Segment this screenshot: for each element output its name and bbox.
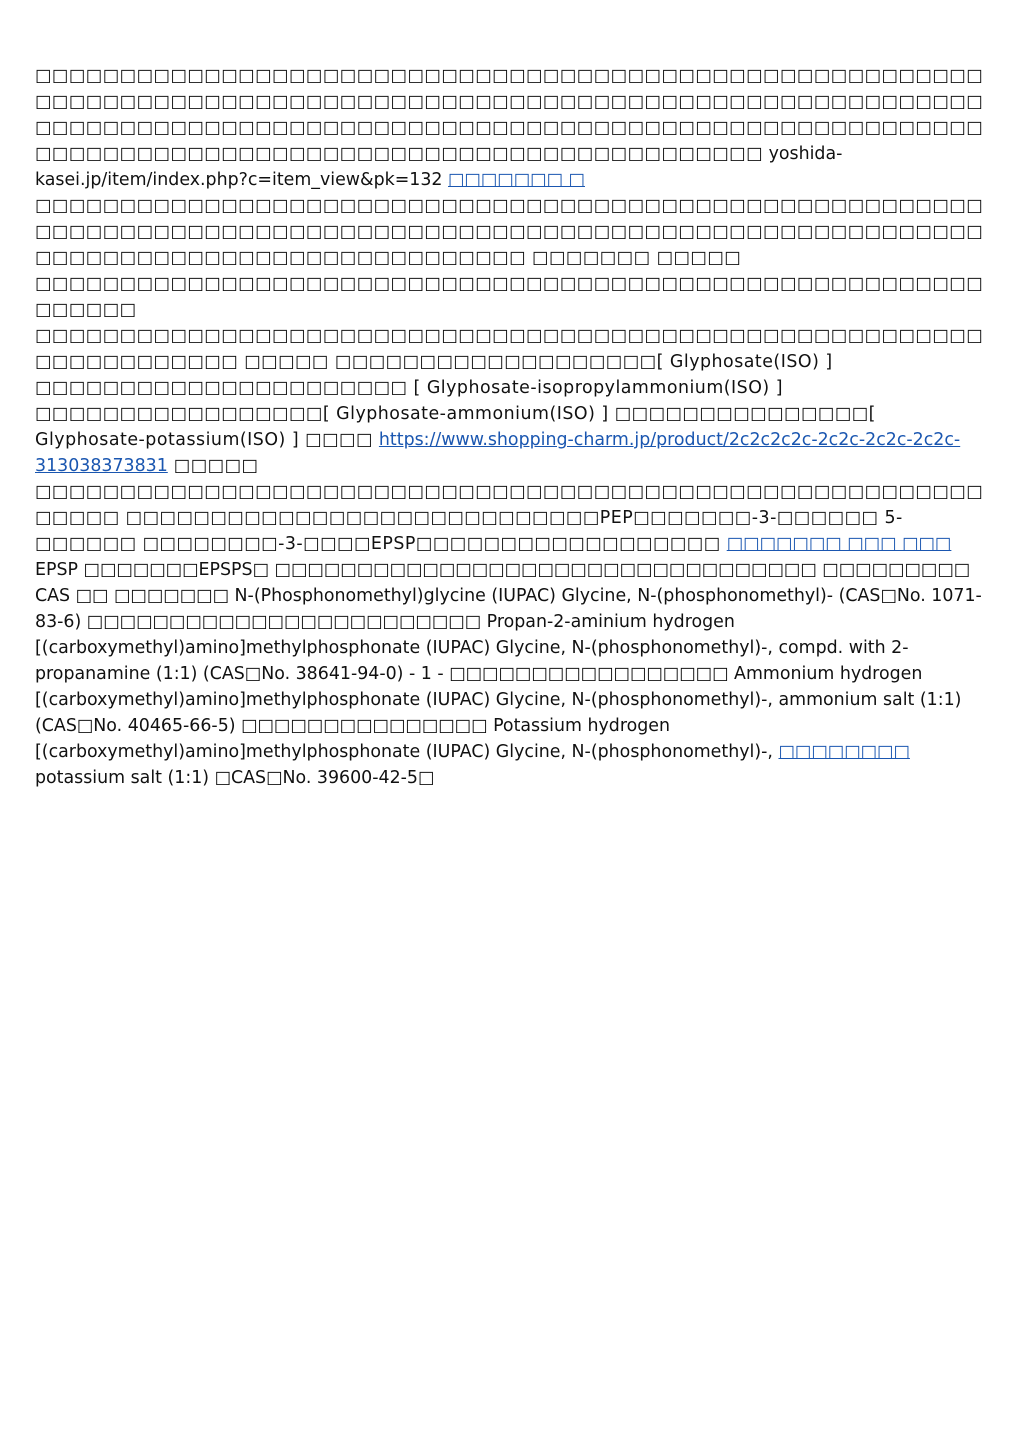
- text-segment: □□□□□□□□□□□□□□□□□□□□□□□□□□□□□□□□□□□□□□□□□□□□□□□□□□□□□□□□□□□□□□□□□□□□□□□□□□□□□□□□□□□□□□□□□□□□□□□□□□□□□□□□□□□□□□□□□□□□□□□□□□□□□□□□□□□□□□□□□□□□□□□□□□□□□□□□□□□□□□□□□□□□□□□□□□□□□□□□□□□□□□□□□□□□□□□□□□□□□□□□□□□□□□□□□□□: [35, 66, 984, 164]
- inline-link[interactable]: □□□□□□□ □□□ □□□: [726, 534, 952, 554]
- text-segment: EPSP □□□□□□□EPSPS□ □□□□□□□□□□□□□□□□□□□□□□□□□□□□□□□□□ □□□□□□□□□ CAS □□ □□□□□□□ N-(Phosphonomethyl)glycine (IUPAC) Glycine, N-(phosphonomethyl)- (CAS□No. 1071-83-6) □□□□□□□□□□□□□□□□□□□□□□□□ Propan-2-aminium hydrogen [(carboxymethyl)amino]methylphosphonate (IUPAC) Glycine, N-(phosphonomethyl)-, compd. with 2-propanamine (1:1) (CAS□No. 38641-94-0) - 1 - □□□□□□□□□□□□□□□□□ Ammonium hydrogen [(carboxymethyl)amino]methylphosphonate (IUPAC) Glycine, N-(phosphonomethyl)-, ammonium salt (1:1) (CAS□No. 40465-66-5) □□□□□□□□□□□□□□□ Potassium hydrogen [(carboxymethyl)amino]methylphosphonate (IUPAC) Glycine, N-(phosphonomethyl)-,: [35, 560, 982, 762]
- body-paragraph: [35, 63, 990, 791]
- text-segment: □□□□□□□□□□□□□□□□□□□□□□□□□□□□□□□□□□□□□□□□□□□□□□□□□□□□□□□□□□□□□□□□□□□□□□□□□□□□□□□□□□□□□□□□□□□□□□□□□□□□□□□□□□□□□□□□□□□□□□□□□□□□□□□□□□□□□□□□□□□□□ □□□□□□□ □□□□□ □□□□□□□□□□□□□□□□□□□□□□□□□□□□□□□□□□□□□□□□□□□□□□□□□□□□□□□□□□□□□□ □□□□□□□□□□□□□□□□□□□□□□□□□□□□□□□□□□□□□□□□□□□□□□□□□□□□□□□□□□□□□□□□□□□□ □□□□□ □□□□□□□□□□□□□□□□□□□[ Glyphosate(ISO) ] □□□□□□□□□□□□□□□□□□□□□□ [ Glyphosate-isopropylammonium(ISO) ] □□□□□□□□□□□□□□□□□[ Glyphosate-ammonium(ISO) ] □□□□□□□□□□□□□□□[ Glyphosate-potassium(ISO) ] □□□□: [35, 196, 984, 450]
- document-page: [35, 63, 990, 791]
- source-url-text: yoshida-kasei.jp/item/index.php?c=item_view&pk=132: [35, 144, 843, 190]
- shopping-charm-link[interactable]: https://www.shopping-charm.jp/product/2c2c2c2c-2c2c-2c2c-2c2c-313038373831: [35, 430, 961, 476]
- inline-link[interactable]: □□□□□□□□: [778, 742, 910, 762]
- text-segment: potassium salt (1:1) □CAS□No. 39600-42-5□: [35, 768, 435, 788]
- inline-link[interactable]: □□□□□□□ □: [448, 170, 585, 190]
- text-segment: □□□□□ □□□□□□□□□□□□□□□□□□□□□□□□□□□□□□□□□□□□□□□□□□□□□□□□□□□□□□□□□□□□□ □□□□□□□□□□□□□□□□□□□□□□□□□□□□PEP□□□□□□□-3-□□□□□□ 5-□□□□□□ □□□□□□□□-3-□□□□EPSP□□□□□□□□□□□□□□□□□□: [35, 456, 984, 554]
